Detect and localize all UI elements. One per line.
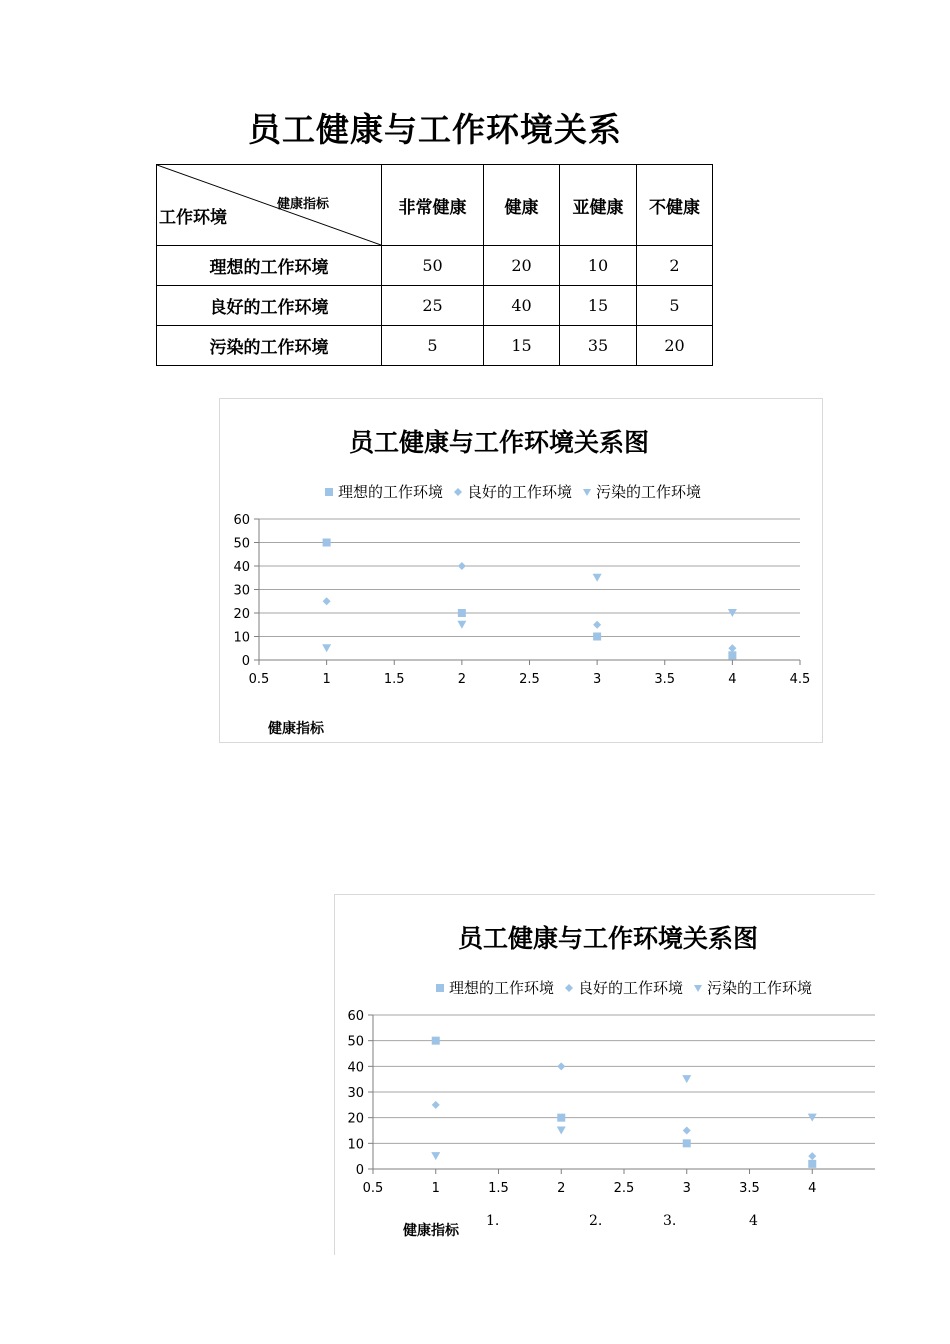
x-tick-label: 3 bbox=[682, 1181, 691, 1196]
data-point-triangle bbox=[322, 644, 331, 652]
x-tick-label: 2.5 bbox=[519, 672, 540, 687]
stray-label: 2. bbox=[589, 1213, 603, 1229]
data-point-triangle bbox=[557, 1127, 566, 1135]
data-point-square bbox=[432, 1037, 440, 1045]
data-point-triangle bbox=[431, 1152, 440, 1160]
y-tick-label: 10 bbox=[233, 630, 250, 646]
x-tick-label: 4 bbox=[808, 1181, 817, 1196]
page-title: 员工健康与工作环境关系 bbox=[248, 110, 622, 149]
y-tick-label: 40 bbox=[233, 560, 250, 575]
x-tick-label: 2.5 bbox=[613, 1181, 635, 1196]
x-axis-title: 健康指标 bbox=[268, 721, 324, 737]
chart-title: 员工健康与工作环境关系图 bbox=[458, 924, 759, 953]
y-tick-label: 0 bbox=[355, 1163, 364, 1178]
data-point-diamond bbox=[728, 644, 736, 652]
table-row bbox=[157, 286, 713, 326]
data-point-square bbox=[458, 609, 466, 617]
table-cell: 50 bbox=[382, 246, 484, 286]
data-point-square bbox=[728, 651, 736, 659]
x-tick-label: 3.5 bbox=[654, 672, 676, 687]
data-point-square bbox=[557, 1114, 565, 1122]
table-corner-cell bbox=[157, 165, 382, 246]
y-tick-label: 30 bbox=[233, 583, 250, 599]
y-tick-label: 50 bbox=[347, 1034, 364, 1050]
y-tick-label: 60 bbox=[233, 513, 250, 528]
data-point-triangle bbox=[682, 1075, 691, 1083]
table-cell: 5 bbox=[637, 286, 713, 326]
x-tick-label: 3.5 bbox=[739, 1181, 760, 1196]
data-table bbox=[156, 164, 713, 366]
table-header-row bbox=[157, 165, 713, 246]
x-tick-label: 1 bbox=[322, 672, 331, 687]
table-row bbox=[157, 326, 713, 366]
legend-label: 污染的工作环境 bbox=[596, 483, 702, 501]
table-cell: 35 bbox=[560, 326, 637, 366]
chart-title: 员工健康与工作环境关系图 bbox=[349, 428, 650, 457]
legend-label: 污染的工作环境 bbox=[707, 979, 813, 997]
scatter-chart-1[interactable] bbox=[219, 398, 823, 743]
scatter-chart-2[interactable] bbox=[334, 894, 875, 1255]
table-cell: 25 bbox=[382, 286, 484, 326]
row-header: 理想的工作环境 bbox=[157, 246, 382, 286]
legend-label: 良好的工作环境 bbox=[467, 483, 573, 501]
x-tick-label: 3 bbox=[592, 672, 602, 687]
table-cell: 15 bbox=[484, 326, 560, 366]
data-point-square bbox=[593, 633, 601, 641]
column-header: 亚健康 bbox=[560, 165, 637, 246]
data-point-diamond bbox=[808, 1152, 816, 1160]
x-tick-label: 0.5 bbox=[248, 672, 270, 687]
stray-label: 3. bbox=[663, 1213, 677, 1229]
y-tick-label: 40 bbox=[347, 1060, 364, 1076]
table-cell: 40 bbox=[484, 286, 560, 326]
x-tick-label: 0.5 bbox=[362, 1181, 384, 1196]
column-header: 健康 bbox=[484, 165, 560, 246]
data-point-square bbox=[683, 1139, 691, 1147]
y-tick-label: 10 bbox=[347, 1137, 364, 1153]
table-cell: 20 bbox=[484, 246, 560, 286]
column-header: 不健康 bbox=[637, 165, 713, 246]
legend-label: 理想的工作环境 bbox=[449, 979, 555, 997]
table-cell: 10 bbox=[560, 246, 637, 286]
y-tick-label: 0 bbox=[241, 654, 250, 669]
table-row bbox=[157, 246, 713, 286]
data-point-diamond bbox=[557, 1062, 565, 1070]
table-cell: 15 bbox=[560, 286, 637, 326]
chart-plot bbox=[220, 399, 822, 742]
y-tick-label: 50 bbox=[233, 536, 250, 552]
data-point-square bbox=[323, 539, 331, 547]
legend-label: 良好的工作环境 bbox=[578, 979, 684, 997]
x-tick-label: 4.5 bbox=[789, 672, 811, 687]
corner-col-label: 健康指标 bbox=[277, 197, 330, 212]
y-tick-label: 60 bbox=[347, 1009, 364, 1024]
column-header: 非常健康 bbox=[382, 165, 484, 246]
x-tick-label: 2 bbox=[557, 1181, 566, 1196]
data-point-triangle bbox=[457, 621, 466, 629]
data-point-diamond bbox=[432, 1101, 440, 1109]
corner-row-label: 工作环境 bbox=[159, 208, 227, 228]
x-tick-label: 1.5 bbox=[488, 1181, 509, 1196]
data-point-diamond bbox=[458, 562, 466, 570]
stray-label: 4 bbox=[749, 1213, 758, 1229]
data-point-triangle bbox=[593, 574, 602, 582]
data-point-diamond bbox=[683, 1127, 691, 1135]
data-point-diamond bbox=[323, 597, 331, 605]
data-point-diamond bbox=[593, 621, 601, 629]
stray-label: 1. bbox=[486, 1213, 500, 1229]
row-header: 污染的工作环境 bbox=[157, 326, 382, 366]
chart-plot bbox=[335, 895, 875, 1255]
data-point-square bbox=[808, 1160, 816, 1168]
x-axis-title: 健康指标 bbox=[403, 1223, 459, 1239]
y-tick-label: 30 bbox=[347, 1086, 364, 1101]
row-header: 良好的工作环境 bbox=[157, 286, 382, 326]
x-tick-label: 1.5 bbox=[383, 672, 405, 687]
table-cell: 5 bbox=[382, 326, 484, 366]
x-tick-label: 4 bbox=[728, 672, 737, 687]
x-tick-label: 2 bbox=[457, 672, 467, 687]
y-tick-label: 20 bbox=[233, 607, 250, 622]
table-cell: 2 bbox=[637, 246, 713, 286]
legend-label: 理想的工作环境 bbox=[338, 483, 444, 501]
x-tick-label: 1 bbox=[431, 1181, 440, 1196]
y-tick-label: 20 bbox=[347, 1111, 364, 1127]
table-cell: 20 bbox=[637, 326, 713, 366]
